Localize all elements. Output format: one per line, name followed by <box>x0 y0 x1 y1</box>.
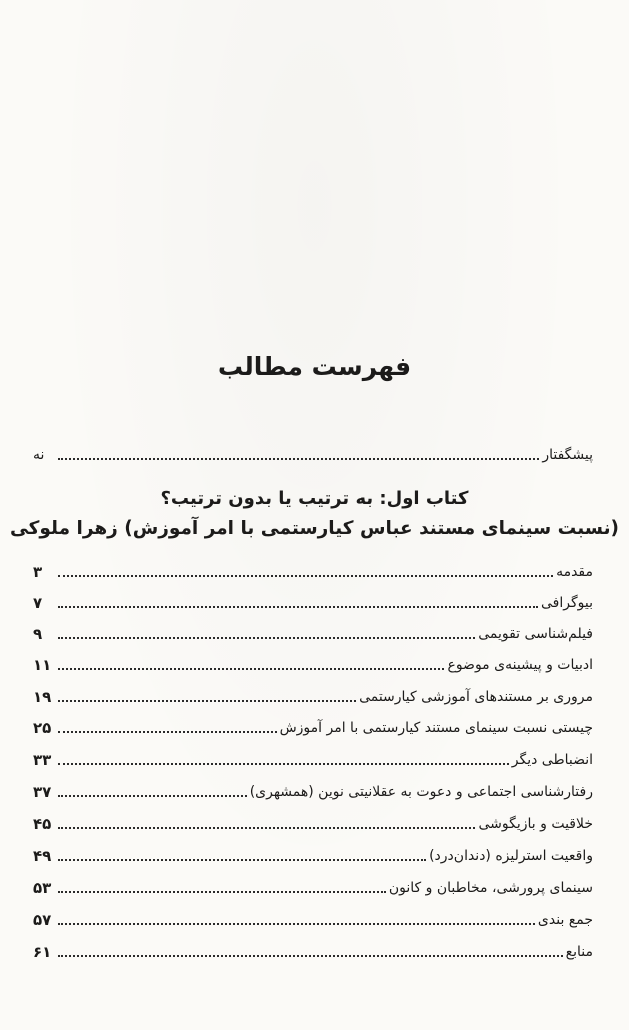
dot-leader <box>58 667 444 670</box>
toc-entry <box>33 651 593 675</box>
book-subheading: (نسبت سینمای مستند عباس کیارستمی با امر آموزش) زهرا ملوکی <box>9 518 620 539</box>
toc-entry-title: سینمای پرورشی، مخاطبان و کانون <box>388 880 593 896</box>
toc-entry-title: پیشگفتار <box>542 447 593 463</box>
toc-entry-page: ۴۹ <box>33 847 52 865</box>
toc-entry-page: ۹ <box>33 625 43 643</box>
toc-entry-title: مروری بر مستندهای آموزشی کیارستمی <box>359 689 593 705</box>
toc-entry-page: ۱۱ <box>33 656 52 674</box>
dot-leader <box>58 826 475 829</box>
toc-entry <box>33 810 593 834</box>
toc-entry-title: رفتارشناسی اجتماعی و دعوت به عقلانیتی نوین (همشهری) <box>249 784 593 800</box>
dot-leader <box>58 457 539 460</box>
toc-entry-page: ۴۵ <box>33 815 52 833</box>
toc-entry-page: ۵۳ <box>33 879 52 897</box>
dot-leader <box>58 794 247 797</box>
toc-entry <box>33 714 593 738</box>
toc-entry-title: واقعیت استرلیزه (دندان‌درد) <box>429 848 593 864</box>
toc-entry <box>33 558 593 582</box>
toc-entry-preface <box>33 441 593 465</box>
toc-entry-page: ۷ <box>33 594 43 612</box>
toc-entry-page: ۶۱ <box>33 943 52 961</box>
dot-leader <box>58 954 563 957</box>
toc-entry <box>33 746 593 770</box>
dot-leader <box>58 730 277 733</box>
toc-entry-page: ۳۷ <box>33 783 52 801</box>
toc-entry-title: خلاقیت و بازیگوشی <box>478 816 593 832</box>
dot-leader <box>58 605 538 608</box>
toc-entry <box>33 620 593 644</box>
toc-entry-page: ۲۵ <box>33 719 52 737</box>
toc-entry-page: ۵۷ <box>33 911 52 929</box>
toc-entry-title: مقدمه <box>556 564 593 580</box>
toc-entry-title: انضباطی دیگر <box>511 752 593 768</box>
toc-entry-page: ۱۹ <box>33 688 52 706</box>
toc-entry-page: ۳۳ <box>33 751 52 769</box>
dot-leader <box>58 858 426 861</box>
book-heading: کتاب اول: به ترتیب یا بدون ترتیب؟ <box>160 488 469 509</box>
page-title: فهرست مطالب <box>217 352 412 381</box>
toc-entry <box>33 938 593 962</box>
toc-entry-title: منابع <box>565 944 593 960</box>
toc-entry <box>33 778 593 802</box>
toc-entry <box>33 874 593 898</box>
toc-entry <box>33 589 593 613</box>
toc-entry-page: ۳ <box>33 563 43 581</box>
dot-leader <box>58 890 386 893</box>
dot-leader <box>58 699 356 702</box>
toc-entry-title: فیلم‌شناسی تقویمی <box>478 626 593 642</box>
dot-leader <box>58 574 553 577</box>
toc-entry <box>33 842 593 866</box>
toc-entry-title: چیستی نسبت سینمای مستند کیارستمی با امر آموزش <box>279 720 593 736</box>
dot-leader <box>58 762 509 765</box>
toc-entry <box>33 906 593 930</box>
toc-entry-title: ادبیات و پیشینه‌ی موضوع <box>447 657 593 673</box>
toc-entry-page: نه <box>33 447 45 463</box>
toc-entry-title: بیوگرافی <box>541 595 593 611</box>
toc-entry-title: جمع بندی <box>537 912 593 928</box>
dot-leader <box>58 636 475 639</box>
dot-leader <box>58 922 535 925</box>
toc-entry <box>33 683 593 707</box>
